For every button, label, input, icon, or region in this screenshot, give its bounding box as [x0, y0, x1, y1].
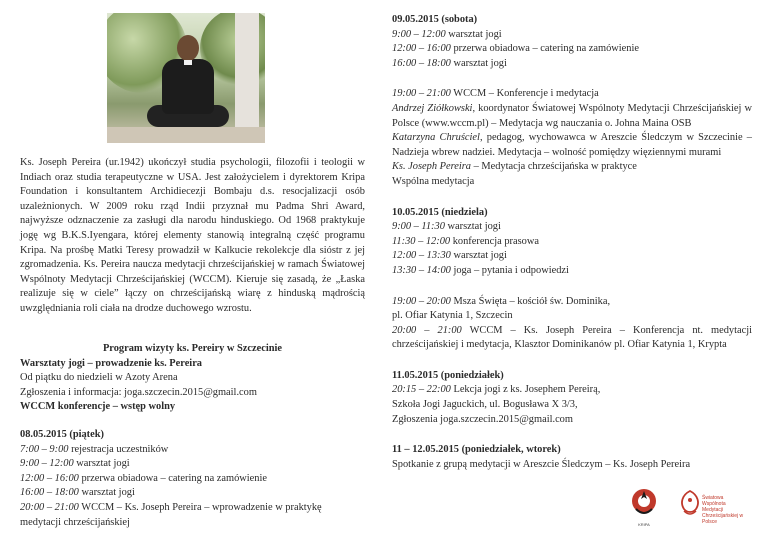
yoga-workshops-title: Warsztaty jogi – prowadzenie ks. Pereira	[20, 357, 202, 369]
wccm-title: WCCM konferencje – wstęp wolny	[20, 401, 176, 413]
schedule-item: 9:00 – 12:00 warsztat jogi	[392, 28, 502, 40]
sat-evening: 19:00 – 21:00 WCCM – Konferencje i medytacja	[392, 88, 599, 100]
schedule-item: 20:00 – 21:00 WCCM – Ks. Joseph Pereira – wprowadzenie w praktykę medytacji chrześcijańskiej	[20, 501, 322, 528]
wccm-logo	[678, 489, 746, 525]
sun-mass-address: pl. Ofiar Katynia 1, Szczecin	[392, 310, 513, 322]
schedule-item: 16:00 – 18:00 warsztat jogi	[20, 487, 135, 499]
sat-speaker-1: Andrzej Ziółkowski, koordynator Światowej Wspólnoty Medytacji Chrześcijańskiej w Polsce (www.wccm.pl) – Medytacja wg nauczania o. Johna Maina OSB	[392, 102, 752, 129]
day-title-sun: 10.05.2015 (niedziela)	[392, 206, 488, 218]
sat-closing: Wspólna medytacja	[392, 175, 475, 187]
wccm-logo-line1: Światowa	[702, 495, 724, 501]
sat-speaker-3: Ks. Joseph Pereira – Medytacja chrześcijańska w praktyce	[392, 161, 637, 173]
day-title-fri: 08.05.2015 (piątek)	[20, 428, 104, 440]
sun-mass: 19:00 – 20:00 Msza Święta – kościół św. Dominika,	[392, 295, 611, 307]
schedule-item: 9:00 – 11:30 warsztat jogi	[392, 221, 501, 233]
day-title-sat: 09.05.2015 (sobota)	[392, 14, 478, 25]
program-title: Program wizyty ks. Pereiry w Szczecinie	[102, 343, 283, 354]
schedule-item: 9:00 – 12:00 warsztat jogi	[20, 458, 130, 470]
mon-address: Szkoła Jogi Jaguckich, ul. Bogusława X 3/3,	[392, 399, 578, 411]
yoga-place: Od piątku do niedzieli w Azoty Arena	[20, 372, 178, 384]
montue-text: Spotkanie z grupą medytacji w Areszcie Śledczym – Ks. Joseph Pereira	[392, 458, 691, 470]
mon-contact: Zgłoszenia joga.szczecin.2015@gmail.com	[392, 413, 573, 425]
sat-speaker-2: Katarzyna Chruściel, pedagog, wychowawca w Areszcie Śledczym w Szczecinie – Nadzieja wbrew nadziei. Medytacja – wolność pomiędzy więziennymi murami	[392, 132, 752, 158]
wccm-logo-line3: Chrześcijańskiej w Polsce	[702, 513, 744, 525]
wccm-logo-line2: Wspólnota Medytacji	[702, 501, 726, 513]
right-column	[392, 13, 752, 541]
day-title-mon: 11.05.2015 (poniedziałek)	[392, 369, 504, 381]
day-title-montue: 11 – 12.05.2015 (poniedziałek, wtorek)	[392, 444, 561, 456]
mon-lesson: 20:15 – 22:00 Lekcja jogi z ks. Josephem Pereirą,	[392, 384, 601, 396]
schedule-item: 11:30 – 12:00 konferencja prasowa	[392, 235, 539, 247]
program-section	[20, 342, 365, 530]
schedule-item: 12:00 – 16:00 przerwa obiadowa – catering na zamówienie	[20, 472, 267, 484]
left-column	[20, 0, 365, 541]
bio-paragraph: Ks. Joseph Pereira (ur.1942) ukończył studia psychologii, filozofii i teologii w Indiach oraz studia terapeutyczne w USA. Jest założycielem i dyrektorem Kripa Foundation i konsultantem Archidiecezji Bombaju d.s. resocjalizacji osób uzależnionych. W 2009 roku rząd Indii przyznał mu Padma Shri Award, najwyższe odznaczenie za zasługi dla narodu hinduskiego. Od 1968 praktykuje jogę wg B.K.S.Iyengara, której elementy stanowią integralną część programu Kripa. Na prośbę Matki Teresy prowadził w Kalkucie rekolekcje dla sióstr z jej zgromadzenia. Ks. Pereira naucza medytacji chrześcijańskiej w ramach Światowej Wspólnoty Medytacji Chrześcijańskiej (WCCM). Kieruje się zasadą, że „Łaska realizuje się w ciele” łączy on chrześcijańską wiarę z hinduską mądrością uwzględniania roli ciała na drodze duchowego wzrostu.	[20, 157, 365, 314]
yoga-contact: Zgłoszenia i informacja: joga.szczecin.2015@gmail.com	[20, 386, 257, 398]
kripa-logo	[628, 487, 660, 527]
schedule-item: 12:00 – 16:00 przerwa obiadowa – catering na zamówienie	[392, 43, 639, 55]
schedule-item: 16:00 – 18:00 warsztat jogi	[392, 57, 507, 69]
sun-conference: 20:00 – 21:00 WCCM – Ks. Joseph Pereira – Konferencja nt. medytacji chrześcijańskiej i medytacja, Klasztor Dominikanów pl. Ofiar Katynia 1, Krypta	[392, 324, 752, 351]
schedule-item: 12:00 – 13:30 warsztat jogi	[392, 250, 507, 262]
kripa-logo-caption: KRIPA	[638, 522, 650, 527]
schedule-item: 13:30 – 14:00 joga – pytania i odpowiedzi	[392, 264, 569, 276]
schedule-item: 7:00 – 9:00 rejestracja uczestników	[20, 443, 169, 455]
pereira-photo	[107, 13, 265, 143]
